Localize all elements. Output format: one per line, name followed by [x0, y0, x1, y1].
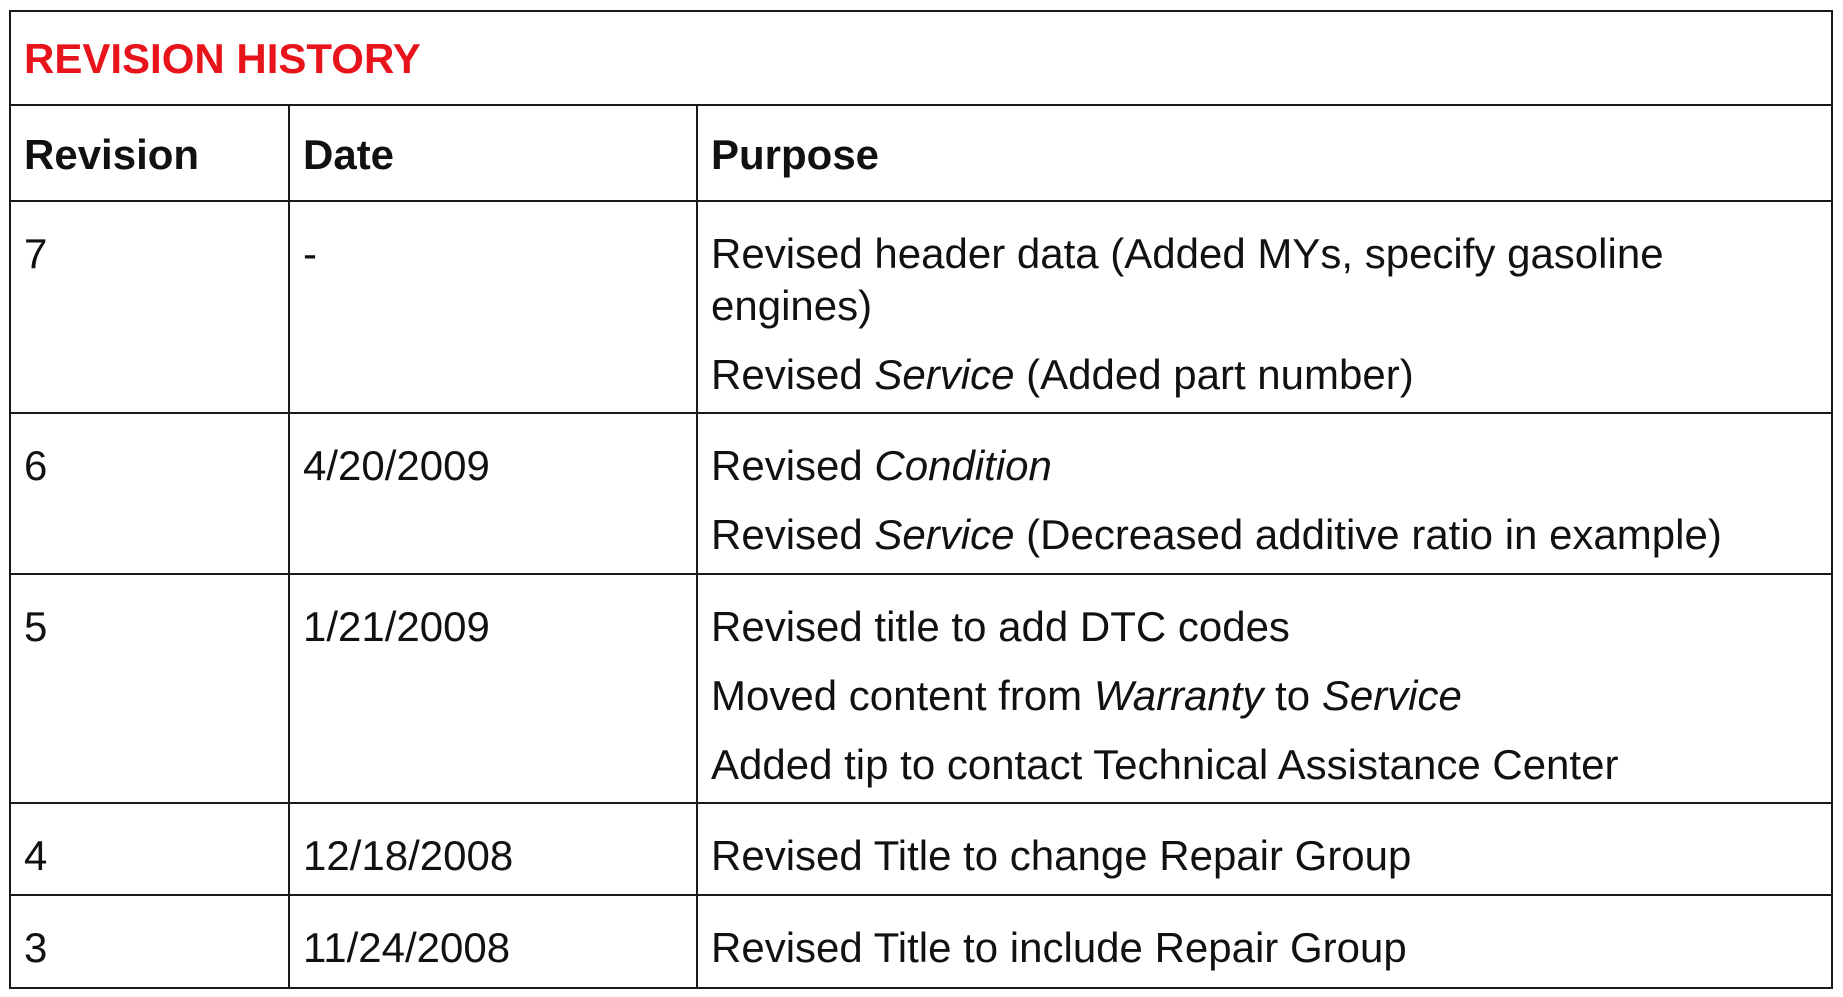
date-cell: 11/24/2008 [289, 895, 697, 988]
purpose-text: Revised Title to change Repair Group [711, 832, 1412, 879]
revision-cell: 6 [10, 413, 289, 574]
header-row [10, 105, 1832, 201]
revision-history-table [9, 10, 1833, 989]
purpose-line [711, 830, 1818, 882]
column-header-purpose: Purpose [697, 105, 1832, 201]
purpose-cell [697, 201, 1832, 413]
column-header-date: Date [289, 105, 697, 201]
purpose-text: Revised [711, 511, 875, 558]
purpose-text: Revised [711, 442, 875, 489]
table-title: REVISION HISTORY [10, 11, 1832, 105]
title-row [10, 11, 1832, 105]
purpose-line [711, 922, 1818, 974]
table-row [10, 413, 1832, 574]
purpose-emphasis: Service [874, 351, 1015, 398]
date-cell: - [289, 201, 697, 413]
purpose-line [711, 349, 1818, 401]
purpose-text: Revised title to add DTC codes [711, 603, 1290, 650]
purpose-cell [697, 413, 1832, 574]
purpose-emphasis: Warranty [1093, 672, 1264, 719]
purpose-line [711, 601, 1818, 653]
purpose-line [711, 739, 1818, 791]
table-row [10, 895, 1832, 988]
purpose-cell [697, 803, 1832, 895]
table-row [10, 201, 1832, 413]
purpose-emphasis: Service [1321, 672, 1462, 719]
date-cell: 12/18/2008 [289, 803, 697, 895]
purpose-text: (Decreased additive ratio in example) [1014, 511, 1722, 558]
revision-cell: 5 [10, 574, 289, 803]
table-row [10, 574, 1832, 803]
purpose-text: Revised [711, 351, 875, 398]
purpose-text: Moved content from [711, 672, 1094, 719]
purpose-text: Revised Title to include Repair Group [711, 924, 1407, 971]
column-header-revision: Revision [10, 105, 289, 201]
purpose-line [711, 509, 1818, 561]
date-cell: 1/21/2009 [289, 574, 697, 803]
purpose-cell [697, 895, 1832, 988]
revision-cell: 7 [10, 201, 289, 413]
revision-history-table-wrap [9, 10, 1833, 987]
purpose-text: Added tip to contact Technical Assistance Center [711, 741, 1619, 788]
purpose-cell [697, 574, 1832, 803]
purpose-text: to [1263, 672, 1322, 719]
purpose-text: (Added part number) [1014, 351, 1414, 398]
revision-cell: 4 [10, 803, 289, 895]
purpose-text: Revised header data (Added MYs, specify gasoline engines) [711, 230, 1664, 329]
date-cell: 4/20/2009 [289, 413, 697, 574]
purpose-line [711, 670, 1818, 722]
purpose-line [711, 440, 1818, 492]
purpose-emphasis: Condition [874, 442, 1052, 489]
purpose-line [711, 228, 1818, 332]
purpose-emphasis: Service [874, 511, 1015, 558]
table-row [10, 803, 1832, 895]
revision-cell: 3 [10, 895, 289, 988]
